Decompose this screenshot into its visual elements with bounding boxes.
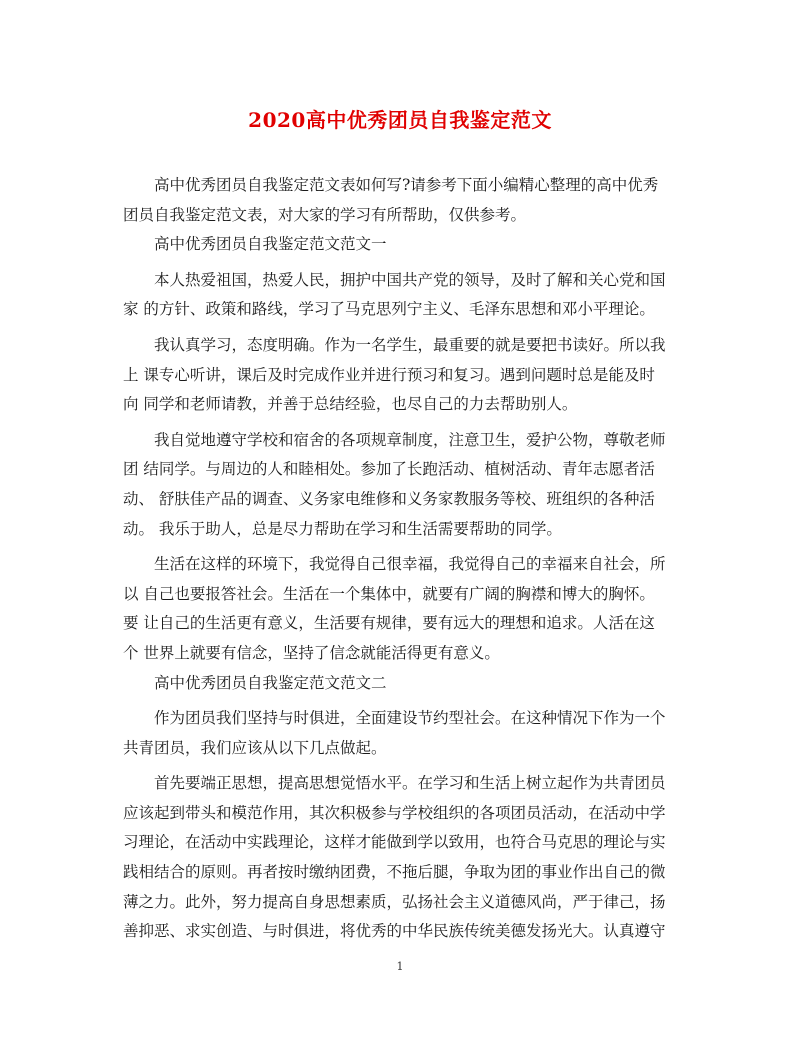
text-line: 习理论，在活动中实践理论，这样才能做到学以致用，也符合马克思的理论与实 [123, 833, 666, 852]
text-line: 高中优秀团员自我鉴定范文表如何写?请参考下面小编精心整理的高中优秀 [154, 176, 659, 194]
document-title: 2020高中优秀团员自我鉴定范文 [248, 108, 552, 132]
text-line: 首先要端正思想，提高思想觉悟水平。在学习和生活上树立起作为共青团员 [154, 774, 666, 793]
text-line: 动。 我乐于助人，总是尽力帮助在学习和生活需要帮助的同学。 [123, 519, 562, 538]
text-line: 生活在这样的环境下，我觉得自己很幸福，我觉得自己的幸福来自社会，所 [154, 555, 666, 574]
text-line: 应该起到带头和模范作用，其次积极参与学校组织的各项团员活动，在活动中学 [123, 803, 666, 822]
section-heading: 高中优秀团员自我鉴定范文范文一 [154, 235, 387, 254]
text-line: 我自觉地遵守学校和宿舍的各项规章制度，注意卫生，爱护公物，尊敬老师 [154, 430, 666, 449]
section-heading: 高中优秀团员自我鉴定范文范文二 [154, 673, 387, 692]
text-line: 践相结合的原则。再者按时缴纳团费，不拖后腿，争取为团的事业作出自己的微 [123, 863, 666, 882]
text-line: 团员自我鉴定范文表，对大家的学习有所帮助，仅供参考。 [123, 205, 527, 224]
document-body [123, 171, 683, 947]
text-line: 要 让自己的生活更有意义，生活要有规律，要有远大的理想和追求。人活在这 [123, 614, 655, 633]
text-line: 作为团员我们坚持与时俱进，全面建设节约型社会。在这种情况下作为一个 [154, 709, 666, 728]
text-line: 动、 舒肤佳产品的调查、义务家电维修和义务家教服务等校、班组织的各种活 [123, 489, 655, 508]
text-line: 家 的方针、政策和路线，学习了马克思列宁主义、毛泽东思想和邓小平理论。 [123, 300, 655, 319]
text-line: 以 自己也要报答社会。生活在一个集体中，就要有广阔的胸襟和博大的胸怀。 [123, 584, 655, 603]
text-line: 善抑恶、求实创造、与时俱进，将优秀的中华民族传统美德发扬光大。认真遵守 [123, 922, 666, 941]
page-number: 1 [396, 960, 404, 973]
text-line: 共青团员，我们应该从以下几点做起。 [123, 738, 387, 757]
text-line: 团 结同学。与周边的人和睦相处。参加了长跑活动、植树活动、青年志愿者活 [123, 460, 655, 479]
text-line: 上 课专心听讲，课后及时完成作业并进行预习和复习。遇到问题时总是能及时 [123, 365, 655, 384]
text-line: 薄之力。此外，努力提高自身思想素质，弘扬社会主义道德风尚，严于律己，扬 [123, 892, 666, 911]
text-line: 本人热爱祖国，热爱人民，拥护中国共产党的领导，及时了解和关心党和国 [154, 270, 666, 289]
text-line: 我认真学习，态度明确。作为一名学生，最重要的就是要把书读好。所以我 [154, 335, 666, 354]
text-line: 个 世界上就要有信念，坚持了信念就能活得更有意义。 [123, 643, 500, 662]
text-line: 向 同学和老师请教，并善于总结经验，也尽自己的力去帮助别人。 [123, 395, 578, 414]
